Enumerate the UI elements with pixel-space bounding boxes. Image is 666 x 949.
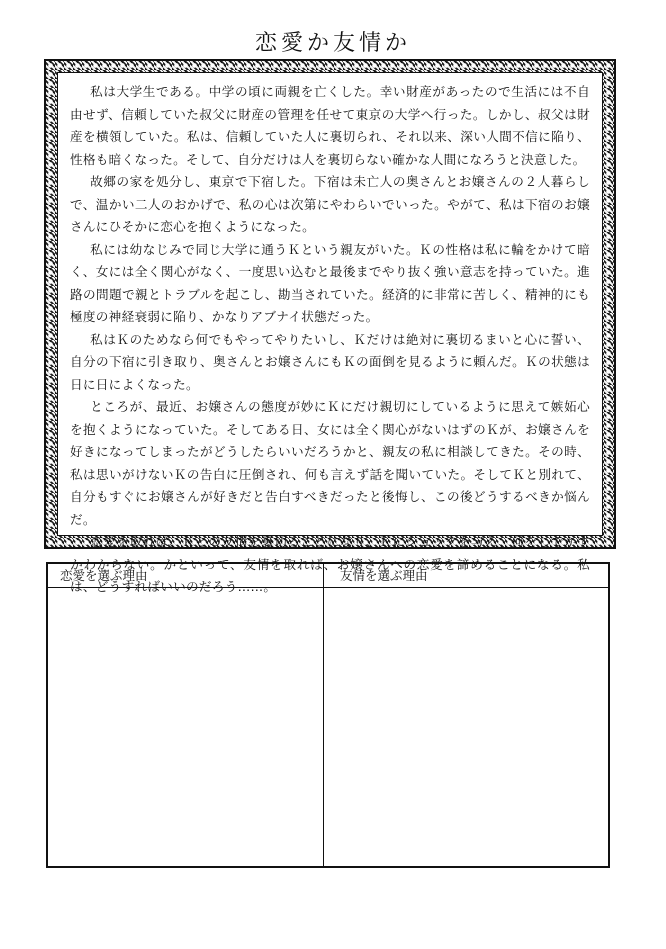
page-title: 恋愛か友情か — [254, 31, 411, 56]
love-reason-header: 恋愛を選ぶ理由 — [48, 564, 323, 588]
story-paragraph: 私は大学生である。中学の頃に両親を亡くした。幸い財産があったので生活には不自由せず、信頼していた叔父に財産の管理を任せて東京の大学へ行った。しかし、叔父は財産を横領していた。私は、信頼していた人に裏切られ、それ以来、深い人間不信に陥り、性格も暗くなった。そして、自分だけは人を裏切らない確かな人間になろうと決意した。 — [70, 84, 590, 167]
story-paragraph: ところが、最近、お嬢さんの態度が妙にＫにだけ親切にしているように思えて嫉妬心を抱くようになっていた。そしてある日、女には全く関心がないはずのＫが、お嬢さんを好きになってしまったがどうしたらいいだろうかと、親友の私に相談してきた。その時、私は思いがけないＫの告白に圧倒され、何も言えず話を聞いていた。そしてＫと別れて、自分もすぐにお嬢さんが好きだと告白すべきだったと後悔し、この後どうするべきか悩んだ。 — [70, 399, 590, 527]
friendship-reason-column — [324, 564, 608, 866]
reason-table — [46, 562, 610, 868]
love-reason-column — [48, 564, 324, 866]
love-reason-answer-area[interactable] — [48, 588, 323, 866]
story-paragraph: 私はＫのためなら何でもやってやりたいし、Ｋだけは絶対に裏切るまいと心に誓い、自分の下宿に引き取り、奥さんとお嬢さんにもＫの面倒を見るように頼んだ。Ｋの状態は日に日によくなった。 — [70, 331, 590, 392]
story-paragraph: 私には幼なじみで同じ大学に通うＫという親友がいた。Ｋの性格は私に輪をかけて暗く、女には全く関心がなく、一度思い込むと最後までやり抜く強い意志を持っていた。進路の問題で親とトラブルを起こし、勘当されていた。経済的に非常に苦しく、精神的にも極度の神経衰弱に陥り、かなりアブナイ状態だった。 — [70, 241, 590, 324]
friendship-reason-answer-area[interactable] — [324, 588, 608, 866]
story-paragraph: 故郷の家を処分し、東京で下宿した。下宿は未亡人の奥さんとお嬢さんの２人暮らしで、温かい二人のおかげで、私の心は次第にやわらいでいった。やがて、私は下宿のお嬢さんにひそかに恋心を抱くようになった。 — [70, 174, 590, 234]
story-paragraph: 恋愛を取れば、Ｋとの友情を裏切ることになり、Ｋにショックを与え、何をしでかすかわからない。かといって、友情を取れば、お嬢さんへの恋愛を諦めることになる。私は、どうすればいいのだろう……。 — [70, 534, 590, 594]
friendship-reason-header: 友情を選ぶ理由 — [324, 564, 608, 588]
